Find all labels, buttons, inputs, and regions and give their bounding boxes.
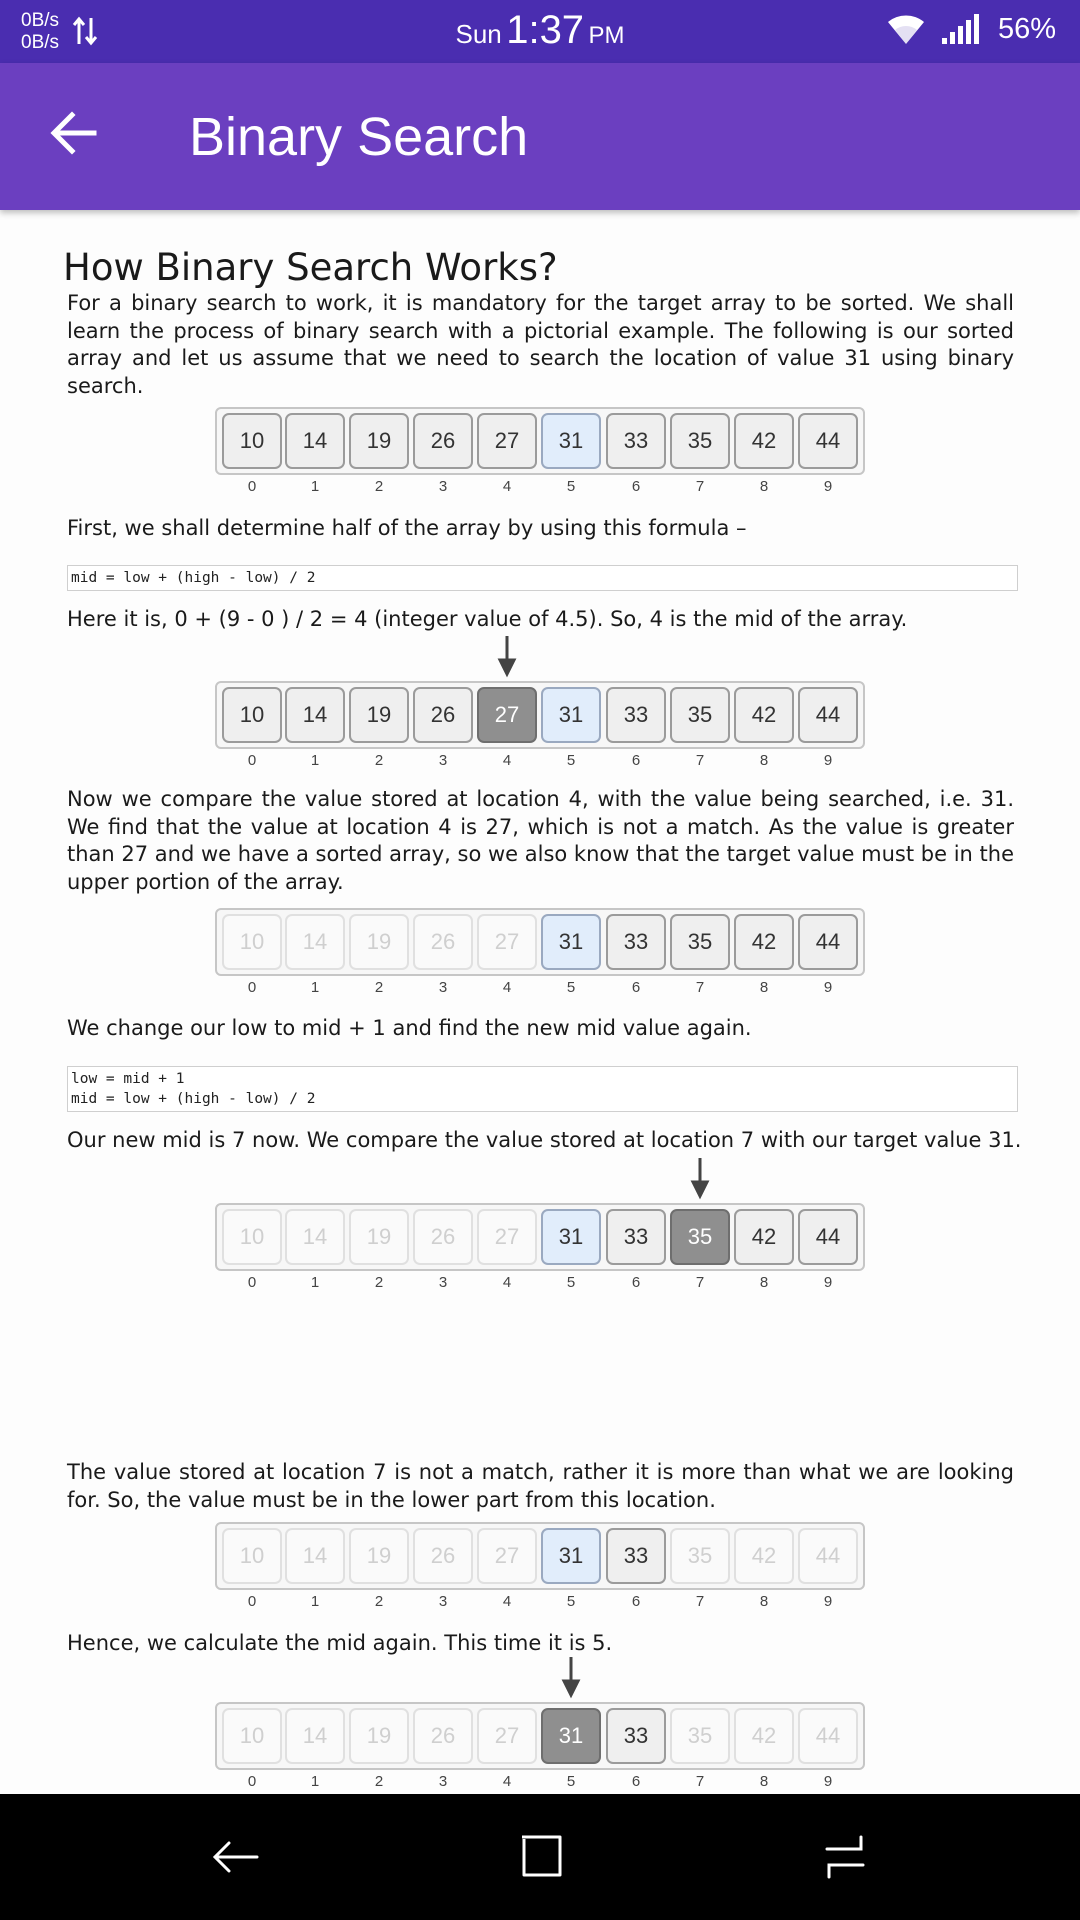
array-cell: 14 xyxy=(285,1528,345,1584)
array-cell: 26 xyxy=(413,1209,473,1265)
array-index: 3 xyxy=(438,1773,448,1790)
array-cell: 44 xyxy=(798,413,858,469)
array-cell: 19 xyxy=(349,413,409,469)
array-cell: 44 xyxy=(798,687,858,743)
app-bar xyxy=(0,63,1080,210)
array-cell: 44 xyxy=(798,1708,858,1764)
array-index: 7 xyxy=(695,1773,705,1790)
array-index: 4 xyxy=(502,979,512,996)
array-cell: 10 xyxy=(222,1528,282,1584)
array-cell: 33 xyxy=(606,914,666,970)
code-line: mid = low + (high - low) / 2 xyxy=(71,1091,316,1107)
array-cell: 42 xyxy=(734,1708,794,1764)
array-cell: 27 xyxy=(477,1209,537,1265)
status-bar xyxy=(0,0,1080,63)
paragraph-intro: For a binary search to work, it is mandatory for the target array to be sorted. We shall learn the process of binary search with a pictorial example. The following is our sorted array and let us assume that we need to search the location of value 31 using binary search. xyxy=(67,291,1014,398)
array-index: 8 xyxy=(759,1773,769,1790)
array-index: 7 xyxy=(695,1593,705,1610)
array-index: 7 xyxy=(695,979,705,996)
array-index: 3 xyxy=(438,1593,448,1610)
array-index: 4 xyxy=(502,1773,512,1790)
array-index: 5 xyxy=(566,1274,576,1291)
page-title: Binary Search xyxy=(189,107,529,167)
array-cell: 35 xyxy=(670,1209,730,1265)
array-index: 8 xyxy=(759,979,769,996)
array-index: 5 xyxy=(566,1593,576,1610)
array-index: 4 xyxy=(502,1593,512,1610)
array-index: 1 xyxy=(310,1274,320,1291)
array-cell: 10 xyxy=(222,413,282,469)
clock-time: 1:37 xyxy=(506,8,585,52)
array-index: 3 xyxy=(438,752,448,769)
battery-level: 56% xyxy=(997,12,1056,45)
array-index: 7 xyxy=(695,1274,705,1291)
paragraph-change-low: We change our low to mid + 1 and find the new mid value again. xyxy=(67,1016,752,1040)
array-index: 4 xyxy=(502,752,512,769)
array-index: 4 xyxy=(502,478,512,495)
array-cell: 31 xyxy=(541,1708,601,1764)
navigation-bar xyxy=(0,1794,1080,1920)
array-index: 1 xyxy=(310,1773,320,1790)
array-index: 1 xyxy=(310,1593,320,1610)
array-index: 7 xyxy=(695,752,705,769)
array-index: 9 xyxy=(823,979,833,996)
array-cell: 10 xyxy=(222,1209,282,1265)
mid-pointer-arrow-icon xyxy=(690,1158,710,1200)
array-cell: 31 xyxy=(541,914,601,970)
array-cell: 26 xyxy=(413,687,473,743)
nav-back-icon[interactable] xyxy=(207,1829,263,1885)
array-cell: 44 xyxy=(798,1209,858,1265)
array-index: 8 xyxy=(759,1593,769,1610)
array-cell: 26 xyxy=(413,1528,473,1584)
array-cell: 14 xyxy=(285,914,345,970)
array-cell: 35 xyxy=(670,1708,730,1764)
paragraph-mid-again: Hence, we calculate the mid again. This time it is 5. xyxy=(67,1631,613,1655)
array-index: 6 xyxy=(631,1773,641,1790)
paragraph-mid-calc: Here it is, 0 + (9 - 0 ) / 2 = 4 (integer value of 4.5). So, 4 is the mid of the array. xyxy=(67,607,908,631)
array-index: 8 xyxy=(759,752,769,769)
array-cell: 19 xyxy=(349,914,409,970)
array-cell: 26 xyxy=(413,413,473,469)
array-cell: 35 xyxy=(670,1528,730,1584)
array-index: 2 xyxy=(374,752,384,769)
array-cell: 27 xyxy=(477,413,537,469)
array-cell: 14 xyxy=(285,687,345,743)
array-cell: 42 xyxy=(734,413,794,469)
code-line: low = mid + 1 xyxy=(71,1071,185,1087)
array-index: 6 xyxy=(631,752,641,769)
array-index: 8 xyxy=(759,478,769,495)
array-cell: 42 xyxy=(734,914,794,970)
array-cell: 33 xyxy=(606,1209,666,1265)
array-cell: 19 xyxy=(349,1528,409,1584)
array-index: 9 xyxy=(823,752,833,769)
array-index: 3 xyxy=(438,478,448,495)
code-line: mid = low + (high - low) / 2 xyxy=(71,570,316,586)
array-index: 2 xyxy=(374,1773,384,1790)
array-cell: 33 xyxy=(606,1708,666,1764)
array-index: 5 xyxy=(566,752,576,769)
array-cell: 35 xyxy=(670,914,730,970)
system-icons xyxy=(886,12,1056,46)
paragraph-new-mid: Our new mid is 7 now. We compare the value stored at location 7 with our target value 31. xyxy=(67,1128,1022,1152)
clock-day: Sun xyxy=(455,19,502,49)
array-cell: 42 xyxy=(734,1209,794,1265)
array-cell: 14 xyxy=(285,413,345,469)
nav-home-icon[interactable] xyxy=(512,1829,568,1885)
array-index: 9 xyxy=(823,478,833,495)
array-cell: 26 xyxy=(413,1708,473,1764)
net-down-speed: 0B/s xyxy=(21,32,60,53)
array-index: 2 xyxy=(374,1274,384,1291)
wifi-icon xyxy=(886,12,926,46)
array-index: 8 xyxy=(759,1274,769,1291)
paragraph-formula-intro: First, we shall determine half of the array by using this formula – xyxy=(67,516,747,540)
array-index: 0 xyxy=(247,752,257,769)
array-index: 6 xyxy=(631,1593,641,1610)
array-index: 5 xyxy=(566,1773,576,1790)
array-cell: 10 xyxy=(222,1708,282,1764)
array-index: 6 xyxy=(631,979,641,996)
back-arrow-icon[interactable] xyxy=(44,103,104,163)
array-index: 1 xyxy=(310,478,320,495)
mid-pointer-arrow-icon xyxy=(497,636,517,678)
array-cell: 27 xyxy=(477,1708,537,1764)
clock-ampm: PM xyxy=(588,22,625,49)
array-cell: 19 xyxy=(349,1708,409,1764)
array-cell: 33 xyxy=(606,687,666,743)
array-cell: 27 xyxy=(477,914,537,970)
paragraph-compare: Now we compare the value stored at location 4, with the value being searched, i.e. 31. We find that the value at location 4 is 27, which is not a match. As the value is greater than 27 and we have a sorted array, so we also know that the target value must be in the upper portion of the array. xyxy=(67,787,1014,894)
array-index: 1 xyxy=(310,979,320,996)
array-cell: 42 xyxy=(734,687,794,743)
array-cell: 26 xyxy=(413,914,473,970)
array-index: 2 xyxy=(374,1593,384,1610)
array-index: 0 xyxy=(247,1773,257,1790)
array-index: 0 xyxy=(247,1274,257,1291)
section-heading: How Binary Search Works? xyxy=(63,246,558,289)
array-index: 9 xyxy=(823,1773,833,1790)
array-index: 5 xyxy=(566,979,576,996)
array-cell: 14 xyxy=(285,1209,345,1265)
code-block-formula xyxy=(67,565,1018,591)
array-index: 7 xyxy=(695,478,705,495)
array-index: 2 xyxy=(374,979,384,996)
array-cell: 14 xyxy=(285,1708,345,1764)
array-index: 5 xyxy=(566,478,576,495)
array-cell: 27 xyxy=(477,1528,537,1584)
mid-pointer-arrow-icon xyxy=(561,1657,581,1699)
paragraph-not-match: The value stored at location 7 is not a match, rather it is more than what we are looking for. So, the value must be in the lower part from this location. xyxy=(67,1460,1014,1512)
array-index: 3 xyxy=(438,1274,448,1291)
array-cell: 10 xyxy=(222,914,282,970)
nav-recents-icon[interactable] xyxy=(817,1829,873,1885)
array-cell: 35 xyxy=(670,687,730,743)
array-cell: 27 xyxy=(477,687,537,743)
array-cell: 19 xyxy=(349,1209,409,1265)
array-index: 6 xyxy=(631,1274,641,1291)
array-index: 6 xyxy=(631,478,641,495)
array-cell: 35 xyxy=(670,413,730,469)
array-cell: 31 xyxy=(541,1209,601,1265)
array-index: 0 xyxy=(247,478,257,495)
array-cell: 31 xyxy=(541,413,601,469)
code-block-update xyxy=(67,1066,1018,1112)
array-index: 3 xyxy=(438,979,448,996)
array-index: 9 xyxy=(823,1593,833,1610)
array-cell: 31 xyxy=(541,687,601,743)
array-index: 4 xyxy=(502,1274,512,1291)
array-cell: 44 xyxy=(798,914,858,970)
array-cell: 10 xyxy=(222,687,282,743)
array-index: 2 xyxy=(374,478,384,495)
array-cell: 33 xyxy=(606,1528,666,1584)
array-cell: 42 xyxy=(734,1528,794,1584)
signal-icon xyxy=(940,12,984,46)
net-up-speed: 0B/s xyxy=(21,10,60,31)
array-cell: 31 xyxy=(541,1528,601,1584)
array-cell: 44 xyxy=(798,1528,858,1584)
array-cell: 19 xyxy=(349,687,409,743)
array-index: 0 xyxy=(247,979,257,996)
array-cell: 33 xyxy=(606,413,666,469)
array-index: 1 xyxy=(310,752,320,769)
array-index: 0 xyxy=(247,1593,257,1610)
array-index: 9 xyxy=(823,1274,833,1291)
